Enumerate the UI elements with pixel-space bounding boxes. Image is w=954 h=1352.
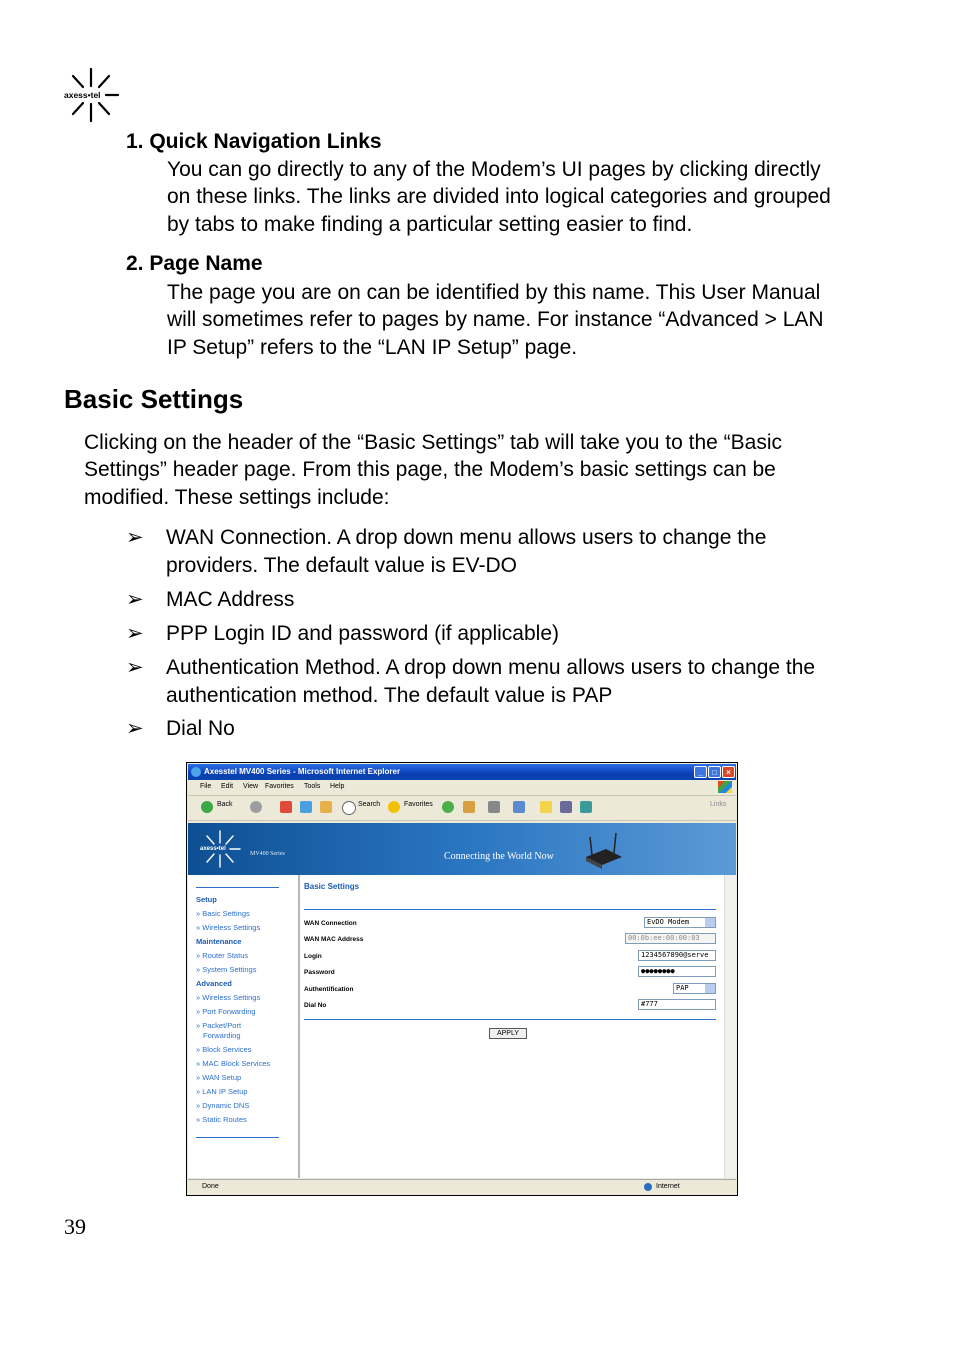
nav-heading-advanced[interactable]: Advanced [196,979,232,988]
divider [196,1137,279,1138]
wan-mac-field[interactable]: 00:0b:ee:00:00:03 [625,933,716,944]
nav-link-lan-ip-setup[interactable]: » LAN IP Setup [196,1087,248,1096]
wan-connection-select[interactable] [644,917,716,928]
minimize-button[interactable]: _ [694,766,707,778]
print-icon[interactable] [488,801,500,813]
search-button[interactable]: Search [358,801,381,808]
nav-link-packet-port[interactable]: » Packet/Port [196,1021,242,1030]
forward-icon[interactable] [250,801,262,813]
basic-settings-form [300,875,724,1178]
bullet-line: WAN Connection. A drop down menu allows users to change the [166,526,767,549]
menu-edit[interactable]: Edit [221,783,234,790]
text-line: modified. These settings include: [84,485,390,509]
back-button[interactable]: Back [217,801,233,808]
router-device-icon [584,831,624,871]
wan-connection-label: WAN Connection [304,920,357,927]
wan-mac-label: WAN MAC Address [304,936,364,943]
text-line: Settings” header page. From this page, the Modem’s basic settings can be [84,458,776,482]
menu-help[interactable]: Help [330,783,345,790]
section-heading-page-name: 2. Page Name [126,252,263,275]
status-bar [188,1179,736,1195]
bullet-line: providers. The default value is EV-DO [166,553,517,577]
close-button[interactable]: × [722,766,735,778]
text-line: on these links. The links are divided into logical categories and grouped [167,185,831,209]
wan-connection-value: EvDO Modem [647,918,690,926]
window-title-bar [188,764,736,780]
edit-icon[interactable] [513,801,525,813]
section-heading-quick-navigation: 1. Quick Navigation Links [126,130,382,153]
text-line: Clicking on the header of the “Basic Settings” tab will take you to the “Basic [84,431,783,454]
authentication-value: PAP [676,984,689,992]
nav-link-basic-settings[interactable]: » Basic Settings [196,909,250,918]
divider [304,909,716,910]
research-icon[interactable] [580,801,592,813]
chevron-down-icon [705,984,715,993]
bullet-line: PPP Login ID and password (if applicable) [166,622,560,645]
section-text-page-name [167,279,824,361]
axesstel-logo [62,66,120,124]
bullet-line: authentication method. The default value is PAP [166,683,613,707]
divider [304,1019,716,1020]
text-line: The page you are on can be identified by this name. This User Manual [167,281,821,304]
home-icon[interactable] [320,801,332,813]
mail-icon[interactable] [463,801,475,813]
globe-icon [644,1183,652,1191]
authentication-select[interactable] [673,983,716,994]
divider [196,887,279,888]
text-line: by tabs to make finding a particular setting easier to find. [167,212,693,236]
login-field[interactable]: 1234567890@serve [638,950,716,961]
windows-logo-icon [718,781,732,793]
nav-link-packet-port-cont[interactable]: Forwarding [203,1031,241,1040]
dial-no-label: Dial No [304,1002,327,1009]
nav-link-static-routes[interactable]: » Static Routes [196,1115,247,1124]
zone-text: Internet [656,1183,680,1190]
nav-link-adv-wireless-settings[interactable]: » Wireless Settings [196,993,261,1002]
text-line: will sometimes refer to pages by name. For instance “Advanced > LAN [167,308,824,332]
back-icon[interactable] [201,801,213,813]
nav-link-port-forwarding[interactable]: » Port Forwarding [196,1007,256,1016]
messenger-icon[interactable] [560,801,572,813]
router-banner [188,823,736,875]
nav-heading-setup[interactable]: Setup [196,895,217,904]
page-title: Basic Settings [304,882,360,891]
nav-heading-maintenance[interactable]: Maintenance [196,937,242,946]
authentication-label: Authentification [304,986,354,993]
ie-icon [191,767,201,777]
nav-link-dynamic-dns[interactable]: » Dynamic DNS [196,1101,250,1110]
bullet-arrow-icon: ➢ [126,622,144,645]
browser-screenshot [186,762,738,1196]
quick-nav-sidebar [188,875,300,1178]
bullet-arrow-icon: ➢ [126,656,144,679]
bullet-line: Authentication Method. A drop down menu allows users to change the [166,656,816,679]
logo-text: axess•tel [64,90,101,100]
menu-bar [188,780,736,796]
nav-link-wireless-settings[interactable]: » Wireless Settings [196,923,261,932]
bullet-arrow-icon: ➢ [126,526,144,549]
chevron-down-icon [705,918,715,927]
banner-slogan: Connecting the World Now [444,851,554,862]
nav-link-router-status[interactable]: » Router Status [196,951,249,960]
menu-favorites[interactable]: Favorites [265,783,294,790]
menu-tools[interactable]: Tools [304,783,321,790]
media-icon[interactable] [442,801,454,813]
menu-view[interactable]: View [243,783,259,790]
text-line: IP Setup” refers to the “LAN IP Setup” page. [167,335,578,359]
password-label: Password [304,969,335,976]
text-line: You can go directly to any of the Modem’s UI pages by clicking directly [167,158,821,181]
refresh-icon[interactable] [300,801,312,813]
dial-no-field[interactable]: #777 [638,999,716,1010]
folder-icon[interactable] [540,801,552,813]
page-number: 39 [64,1214,86,1239]
bullet-line: MAC Address [166,588,295,611]
banner-series: MV400 Series [250,851,285,857]
toolbar [188,796,736,821]
nav-link-mac-block-services[interactable]: » MAC Block Services [196,1059,271,1068]
links-button[interactable]: Links [710,801,727,808]
nav-link-block-services[interactable]: » Block Services [196,1045,252,1054]
basic-settings-intro [84,429,782,511]
heading-basic-settings: Basic Settings [64,384,244,414]
status-text: Done [202,1183,219,1190]
nav-link-wan-setup[interactable]: » WAN Setup [196,1073,242,1082]
nav-link-system-settings[interactable]: » System Settings [196,965,257,974]
banner-logo-text: axess•tel [200,846,226,852]
bullet-arrow-icon: ➢ [126,717,144,740]
maximize-button[interactable]: □ [708,766,721,778]
password-field[interactable]: ●●●●●●●● [638,966,716,977]
bullet-arrow-icon: ➢ [126,588,144,611]
bullet-line: Dial No [166,717,235,740]
favorites-button[interactable]: Favorites [404,801,433,808]
login-label: Login [304,953,322,960]
apply-button[interactable]: APPLY [489,1028,527,1039]
scrollbar[interactable] [724,875,737,1178]
favorites-star-icon[interactable] [388,801,400,813]
search-icon[interactable] [342,801,356,815]
window-title: Axesstel MV400 Series - Microsoft Internet Explorer [204,767,401,776]
stop-icon[interactable] [280,801,292,813]
menu-file[interactable]: File [200,783,212,790]
section-text-quick-navigation [167,156,831,238]
